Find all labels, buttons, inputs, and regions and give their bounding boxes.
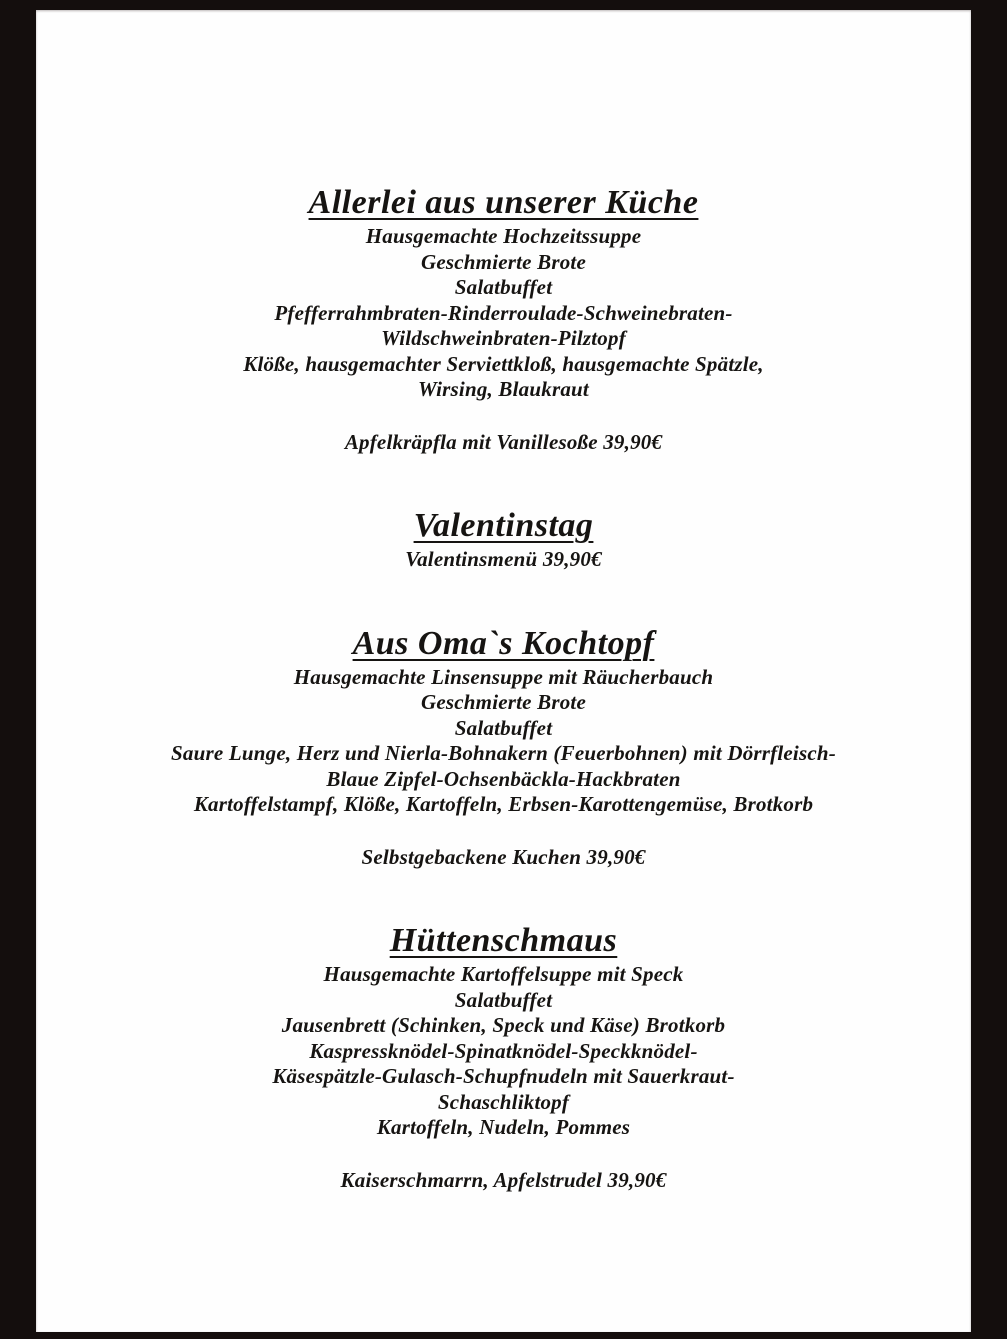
menu-line: Kartoffeln, Nudeln, Pommes xyxy=(376,1115,631,1139)
menu-section-valentinstag xyxy=(36,505,971,573)
menu-line: Hausgemachte Hochzeitssuppe xyxy=(365,224,642,248)
price-line: Selbstgebackene Kuchen 39,90€ xyxy=(361,844,646,869)
menu-line: Salatbuffet xyxy=(454,275,553,299)
section-title-text: Hüttenschmaus xyxy=(389,922,618,959)
menu-line: Blaue Zipfel-Ochsenbäckla-Hackbraten xyxy=(326,766,681,791)
menu-line: Pfefferrahmbraten-Rinderroulade-Schweinebraten- xyxy=(274,300,733,325)
menu-line: Klöße, hausgemachter Serviettkloß, hausgemachte Spätzle, xyxy=(243,351,764,376)
menu-line: Wildschweinbraten-Pilztopf xyxy=(381,326,626,350)
menu-line: Wirsing, Blaukraut xyxy=(418,377,589,401)
menu-line: Salatbuffet xyxy=(454,987,553,1012)
section-title xyxy=(36,920,971,962)
menu-line: Hausgemachte Linsensuppe mit Räucherbauch xyxy=(293,664,714,689)
menu-line: Kartoffelstampf, Klöße, Kartoffeln, Erbsen-Karottengemüse, Brotkorb xyxy=(193,792,814,816)
menu-page xyxy=(36,10,971,1332)
section-title-text: Valentinstag xyxy=(413,507,594,544)
menu-section-huettenschmaus xyxy=(36,920,971,1193)
section-title-text: Allerlei aus unserer Küche xyxy=(308,184,699,221)
price-line: Kaiserschmarrn, Apfelstrudel 39,90€ xyxy=(340,1167,667,1192)
menu-content xyxy=(36,10,971,1193)
menu-line: Geschmierte Brote xyxy=(421,690,586,714)
section-title xyxy=(36,182,971,224)
menu-section-allerlei xyxy=(36,182,971,455)
price-line: Apfelkräpfla mit Vanillesoße 39,90€ xyxy=(344,429,663,454)
menu-line: Schaschliktopf xyxy=(437,1089,570,1114)
menu-line: Kaspressknödel-Spinatknödel-Speckknödel- xyxy=(309,1038,698,1063)
menu-line: Hausgemachte Kartoffelsuppe mit Speck xyxy=(323,962,684,986)
menu-line: Saure Lunge, Herz und Nierla-Bohnakern (Feuerbohnen) mit Dörrfleisch- xyxy=(171,741,836,765)
menu-section-omas-kochtopf xyxy=(36,623,971,871)
menu-line: Jausenbrett (Schinken, Speck und Käse) Brotkorb xyxy=(281,1013,726,1037)
menu-line: Salatbuffet xyxy=(454,715,553,740)
menu-line: Käsespätzle-Gulasch-Schupfnudeln mit Sauerkraut- xyxy=(272,1064,735,1088)
section-title xyxy=(36,505,971,547)
menu-line: Geschmierte Brote xyxy=(421,249,586,274)
section-title xyxy=(36,623,971,665)
section-title-text: Aus Oma`s Kochtopf xyxy=(352,624,655,662)
menu-line: Valentinsmenü 39,90€ xyxy=(405,547,602,571)
